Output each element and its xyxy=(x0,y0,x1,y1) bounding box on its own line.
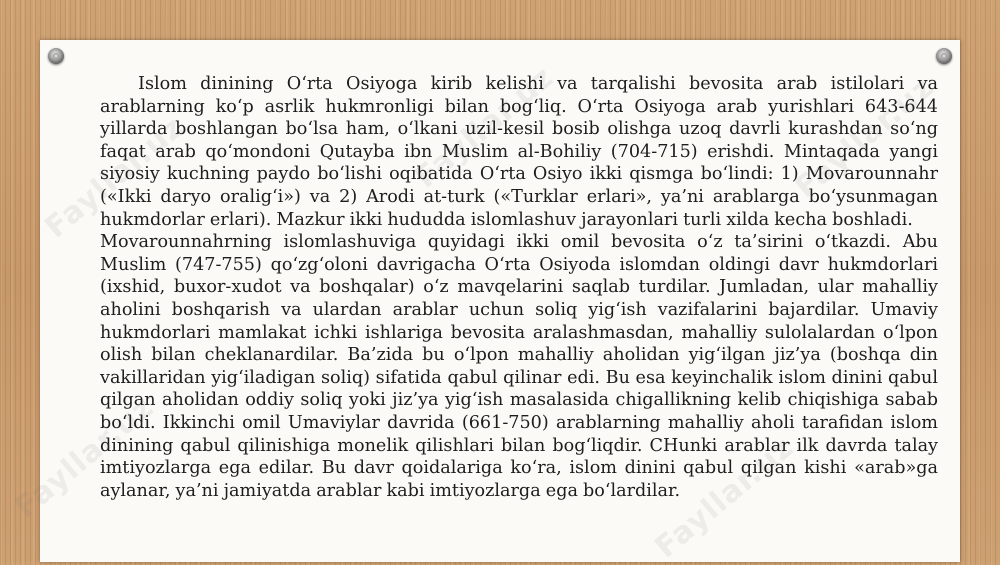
pushpin-icon xyxy=(48,48,64,64)
watermark: Fayllar.uz xyxy=(8,389,161,526)
slide-paper xyxy=(8,40,960,565)
pushpin-icon xyxy=(936,48,952,64)
slide-text xyxy=(100,73,938,502)
watermark: Fayllar.uz xyxy=(408,59,561,196)
watermark: Fayllar.uz xyxy=(648,429,801,565)
watermark: Fayllar.uz xyxy=(788,69,941,206)
paragraph-1: Islom dinining O‘rta Osiyoga kirib kelishi va tarqalishi bevosita arab istilolari va arablarning ko‘p asrlik hukmronligi bilan bog‘liq. O‘rta Osiyoga arab yurishlari 643-644 yillarda boshlangan bo‘lsa ham, o‘lkani uzil-kesil bosib olishga uzoq davrli kurashdan so‘ng faqat arab qo‘mondoni Qutayba ibn Muslim al-Bohiliy (704-715) erishdi. Mintaqada yangi siyosiy kuchning paydo bo‘lishi oqibatida O‘rta Osiyo ikki qismga bo‘lindi: 1) Movarounnahr («Ikki daryo oralig‘i») va 2) Arodi at-turk («Turklar erlari», ya’ni arablarga bo‘ysunmagan hukmdorlar erlari). Mazkur ikki hududda islomlashuv jarayonlari turli xilda kecha boshladi. xyxy=(100,74,938,230)
watermark: Fayllar.uz xyxy=(38,109,191,246)
paragraph-2: Movarounnahrning islomlashuviga quyidagi ikki omil bevosita o‘z ta’sirini o‘tkazdi. Abu Muslim (747-755) qo‘zg‘oloni davrigacha O‘rta Osiyoda islomdan oldingi davr hukmdorlari (ixshid, buxor-xudot va boshqalar) o‘z mavqelarini saqlab turdilar. Jumladan, ular mahalliy aholini boshqarish va ulardan arablar uchun soliq yig‘ish vazifalarini bajardilar. Umaviy hukmdorlari mamlakat ichki ishlariga bevosita aralashmasdan, mahalliy sulolalardan o‘lpon olish bilan cheklanardilar. Ba’zida bu o‘lpon mahalliy aholidan yig‘ilgan jiz’ya (boshqa din vakillaridan yig‘iladigan soliq) sifatida qabul qilinar edi. Bu esa keyinchalik islom dinini qabul qilgan aholidan oddiy soliq yoki jiz’ya yig‘ish masalasida chigallikning kelib chiqishiga sabab bo‘ldi. Ikkinchi omil Umaviylar davrida (661-750) arablarning mahalliy aholi tarafidan islom dinining qabul qilinishiga monelik qilishlari bilan bog‘liqdir. CHunki arablar ilk davrda talay imtiyozlarga ega edilar. Bu davr qoidalariga ko‘ra, islom dinini qabul qilgan kishi «arab»ga aylanar, ya’ni jamiyatda arablar kabi imtiyozlarga ega bo‘lardilar. xyxy=(100,232,938,501)
